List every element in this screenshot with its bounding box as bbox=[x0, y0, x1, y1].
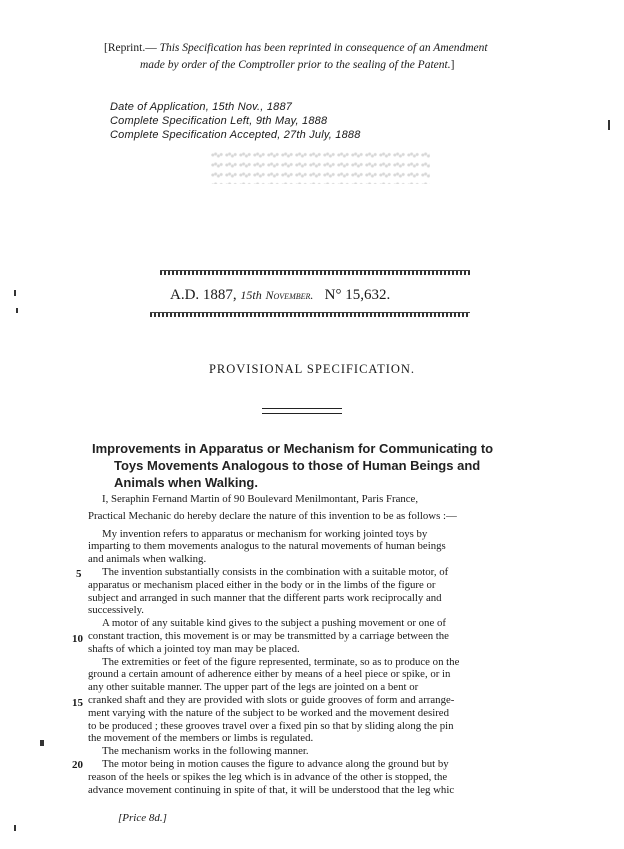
body-line: shafts of which a jointed toy man may be placed. bbox=[88, 642, 300, 655]
date-complete-left: Complete Specification Left, 9th May, 1888 bbox=[110, 115, 328, 127]
line-number-10: 10 bbox=[72, 633, 83, 645]
body-line: My invention refers to apparatus or mechanism for working jointed toys by bbox=[102, 527, 428, 540]
body-line: and animals when walking. bbox=[88, 553, 207, 566]
body-line: The mechanism works in the following manner. bbox=[102, 745, 309, 758]
bottom-wavy-rule bbox=[150, 312, 470, 317]
body-line: Practical Mechanic do hereby declare the nature of this invention to be as follows :— bbox=[88, 509, 457, 522]
body-line: The motor being in motion causes the figure to advance along the ground but by bbox=[102, 757, 449, 770]
margin-mark bbox=[14, 290, 16, 296]
invention-title bbox=[92, 440, 552, 491]
ad-year: A.D. 1887, bbox=[170, 287, 237, 303]
provisional-heading: PROVISIONAL SPECIFICATION. bbox=[208, 362, 416, 376]
ad-month: November. bbox=[265, 288, 314, 302]
short-rule-1 bbox=[262, 408, 342, 409]
margin-mark bbox=[608, 120, 610, 130]
margin-mark bbox=[14, 825, 16, 831]
date-accepted: Complete Specification Accepted, 27th July, 1888 bbox=[110, 129, 361, 141]
application-dates bbox=[110, 100, 361, 142]
reprint-open: [Reprint.— bbox=[104, 42, 157, 54]
top-wavy-rule bbox=[160, 270, 470, 275]
faded-stamp bbox=[210, 150, 430, 184]
line-number-20: 20 bbox=[72, 759, 83, 771]
title-line-3: Animals when Walking. bbox=[114, 475, 258, 490]
margin-mark bbox=[16, 308, 18, 313]
title-line-2: Toys Movements Analogous to those of Human Beings and bbox=[114, 458, 481, 473]
body-line: any other suitable manner. The upper part of the legs are jointed on a bent or bbox=[88, 681, 419, 694]
line-number-5: 5 bbox=[76, 568, 82, 580]
body-line: ment varying with the nature of the subject to be worked and the movement desired bbox=[88, 706, 449, 719]
title-line-1: Improvements in Apparatus or Mechanism for Communicating to bbox=[92, 441, 494, 456]
body-line: successively. bbox=[88, 604, 144, 617]
reprint-notice bbox=[104, 40, 544, 74]
line-number-15: 15 bbox=[72, 697, 83, 709]
body-line: ground a certain amount of adherence either by means of a heel piece or spike, or in bbox=[88, 668, 451, 681]
body-line: A motor of any suitable kind gives to the subject a pushing movement or one of bbox=[102, 617, 446, 630]
body-line: The invention substantially consists in the combination with a suitable motor, of bbox=[102, 565, 449, 578]
body-line: advance movement continuing in spite of that, it will be understood that the leg whic bbox=[88, 783, 455, 796]
patent-number-line bbox=[170, 287, 470, 304]
body-line: reason of the heels or spikes the leg which is in advance of the other is stopped, the bbox=[88, 770, 448, 783]
body-line: subject and arranged in such manner that the different parts work reciprocally and bbox=[88, 591, 442, 604]
specification-body bbox=[88, 493, 540, 796]
body-line: the movement of the members or limbs is regulated. bbox=[88, 732, 314, 745]
body-line: constant traction, this movement is or may be transmitted by a carriage between the bbox=[88, 629, 449, 642]
short-rule-2 bbox=[262, 413, 342, 414]
body-line: cranked shaft and they are provided with slots or guide grooves of form and arrange- bbox=[88, 693, 455, 706]
body-line: The extremities or feet of the figure represented, terminate, so as to produce on the bbox=[102, 655, 460, 668]
body-line: to be produced ; these grooves travel over a fixed pin so that by sliding along the pin bbox=[88, 719, 454, 732]
reprint-text-1: This Specification has been reprinted in consequence of an Amendment bbox=[159, 42, 488, 54]
margin-mark bbox=[40, 740, 44, 746]
body-line: imparting to them movements analogus to the natural movements of human beings bbox=[88, 540, 446, 553]
ad-day: 15th bbox=[240, 288, 262, 302]
reprint-close: ] bbox=[450, 59, 455, 71]
reprint-text-2: made by order of the Comptroller prior to the sealing of the Patent. bbox=[140, 59, 451, 71]
date-application: Date of Application, 15th Nov., 1887 bbox=[110, 101, 293, 113]
price: [Price 8d.] bbox=[118, 812, 167, 824]
body-line: I, Seraphin Fernand Martin of 90 Boulevard Menilmontant, Paris France, bbox=[102, 493, 419, 505]
patent-number: N° 15,632. bbox=[324, 287, 391, 303]
body-line: apparatus or mechanism placed either in the body or in the limbs of the figure or bbox=[88, 578, 436, 591]
